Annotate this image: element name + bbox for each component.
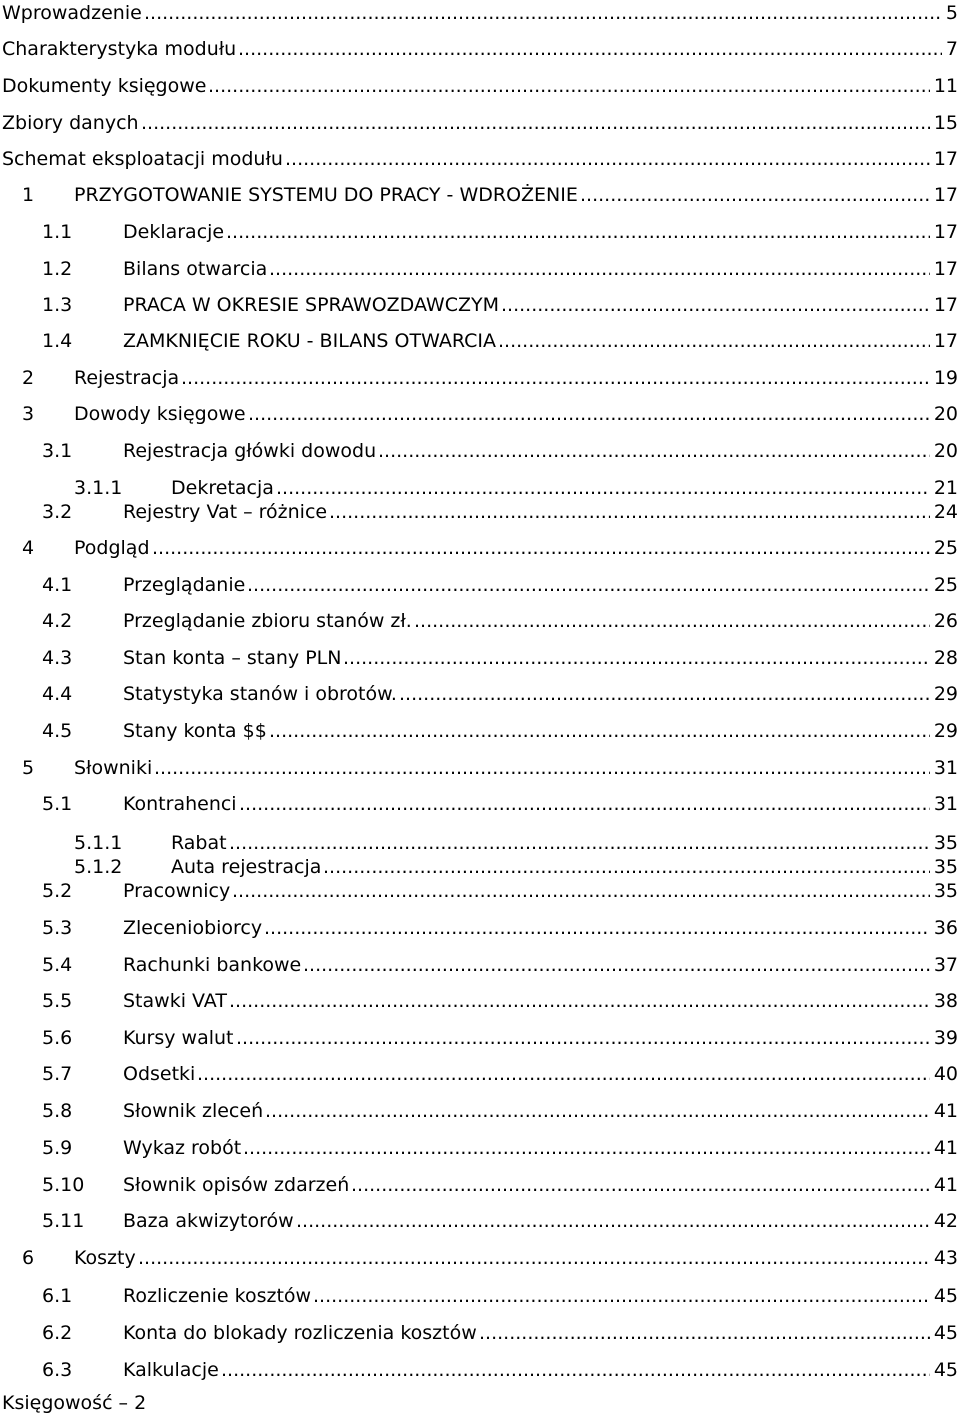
toc-entry-page: 17 (933, 221, 958, 243)
toc-leader-dots (323, 854, 930, 880)
toc-entry-number: 5.1.1 (74, 832, 123, 854)
toc-leader-dots (498, 328, 930, 354)
toc-entry-page: 19 (933, 367, 958, 389)
toc-entry[interactable] (0, 499, 958, 525)
toc-entry-number: 6.3 (42, 1359, 73, 1381)
toc-entry[interactable] (0, 608, 958, 634)
toc-entry-number: 1 (22, 184, 35, 206)
toc-entry-number: 1.3 (42, 294, 73, 316)
toc-entry-title: Dokumenty księgowe (2, 75, 207, 97)
toc-entry-title: Rejestracja (74, 367, 180, 389)
toc-entry-page: 29 (933, 683, 958, 705)
toc-entry-title: Stawki VAT (123, 990, 227, 1012)
toc-leader-dots (351, 1172, 930, 1198)
toc-entry-number: 6.1 (42, 1285, 73, 1307)
toc-entry-page: 17 (933, 258, 958, 280)
toc-entry-title: Zleceniobiorcy (123, 917, 263, 939)
toc-entry[interactable] (0, 718, 958, 744)
toc-entry-number: 6 (22, 1247, 35, 1269)
toc-leader-dots (269, 256, 930, 282)
toc-entry-number: 1.2 (42, 258, 73, 280)
toc-entry-number: 1.1 (42, 221, 73, 243)
toc-entry-page: 15 (933, 112, 958, 134)
toc-entry-title: Rejestry Vat – różnice (123, 501, 328, 523)
toc-entry-title: Rozliczenie kosztów (123, 1285, 312, 1307)
toc-entry-page: 31 (933, 757, 958, 779)
toc-entry-page: 20 (933, 440, 958, 462)
toc-entry-page: 42 (933, 1210, 958, 1232)
toc-entry-page: 20 (933, 403, 958, 425)
toc-entry-page: 17 (933, 148, 958, 170)
toc-entry-number: 4.1 (42, 574, 73, 596)
toc-entry[interactable] (0, 988, 958, 1014)
toc-entry[interactable] (0, 146, 958, 172)
toc-entry-page: 11 (933, 75, 958, 97)
toc-entry-title: ZAMKNIĘCIE ROKU - BILANS OTWARCIA (123, 330, 496, 352)
toc-entry-page: 41 (933, 1100, 958, 1122)
toc-entry[interactable] (0, 0, 958, 26)
toc-entry[interactable] (0, 681, 958, 707)
toc-leader-dots (329, 499, 930, 525)
toc-entry[interactable] (0, 1208, 958, 1234)
toc-entry[interactable] (0, 1172, 958, 1198)
toc-entry[interactable] (0, 1098, 958, 1124)
toc-entry-title: PRACA W OKRESIE SPRAWOZDAWCZYM (123, 294, 500, 316)
toc-entry-title: Podgląd (74, 537, 150, 559)
toc-entry-title: Kalkulacje (123, 1359, 219, 1381)
toc-entry-number: 2 (22, 367, 35, 389)
toc-entry-title: Wykaz robót (123, 1137, 242, 1159)
toc-leader-dots (378, 438, 930, 464)
toc-entry-page: 26 (933, 610, 958, 632)
toc-entry-title: Rejestracja główki dowodu (123, 440, 377, 462)
toc-entry-title: Zbiory danych (2, 112, 139, 134)
toc-entry[interactable] (0, 365, 958, 391)
toc-entry-title: Pracownicy (123, 880, 231, 902)
toc-entry-title: Deklaracje (123, 221, 225, 243)
toc-leader-dots (414, 608, 930, 634)
toc-entry-title: Baza akwizytorów (123, 1210, 294, 1232)
toc-entry[interactable] (0, 1025, 958, 1051)
toc-entry-number: 5.2 (42, 880, 73, 902)
toc-leader-dots (238, 36, 942, 62)
toc-entry-page: 45 (933, 1285, 958, 1307)
toc-leader-dots (265, 1098, 930, 1124)
toc-entry-page: 36 (933, 917, 958, 939)
toc-entry-title: Rachunki bankowe (123, 954, 302, 976)
toc-entry-title: Konta do blokady rozliczenia kosztów (123, 1322, 477, 1344)
toc-entry-number: 3 (22, 403, 35, 425)
toc-entry-title: Słownik zleceń (123, 1100, 264, 1122)
toc-entry-title: Schemat eksploatacji modułu (2, 148, 283, 170)
toc-leader-dots (138, 1245, 930, 1271)
toc-entry-number: 4.5 (42, 720, 73, 742)
toc-entry[interactable] (0, 1357, 958, 1383)
toc-leader-dots (154, 755, 930, 781)
toc-entry-title: Statystyka stanów i obrotów. (123, 683, 397, 705)
toc-leader-dots (236, 1025, 930, 1051)
toc-entry-page: 7 (945, 38, 958, 60)
toc-entry-page: 21 (933, 477, 958, 499)
toc-leader-dots (221, 1357, 930, 1383)
toc-entry[interactable] (0, 1320, 958, 1346)
toc-entry[interactable] (0, 292, 958, 318)
toc-entry[interactable] (0, 755, 958, 781)
toc-entry-number: 4.4 (42, 683, 73, 705)
toc-entry-page: 41 (933, 1137, 958, 1159)
toc-leader-dots (229, 988, 930, 1014)
toc-entry-number: 3.1 (42, 440, 73, 462)
toc-entry-title: Słownik opisów zdarzeń (123, 1174, 350, 1196)
toc-leader-dots (144, 0, 942, 26)
toc-entry-number: 5 (22, 757, 35, 779)
toc-entry-number: 5.10 (42, 1174, 85, 1196)
toc-entry[interactable] (0, 328, 958, 354)
toc-entry-page: 5 (945, 2, 958, 24)
toc-entry-number: 5.7 (42, 1063, 73, 1085)
toc-entry-number: 3.1.1 (74, 477, 123, 499)
toc-entry[interactable] (0, 36, 958, 62)
toc-entry-number: 5.1.2 (74, 856, 123, 878)
toc-entry-page: 25 (933, 537, 958, 559)
toc-entry-title: Przeglądanie (123, 574, 246, 596)
toc-entry[interactable] (0, 256, 958, 282)
toc-entry[interactable] (0, 110, 958, 136)
toc-leader-dots (229, 830, 930, 856)
toc-entry-title: Kontrahenci (123, 793, 237, 815)
toc-entry-title: Dekretacja (171, 477, 274, 499)
toc-entry-page: 24 (933, 501, 958, 523)
toc-entry-page: 40 (933, 1063, 958, 1085)
toc-leader-dots (399, 681, 930, 707)
toc-entry[interactable] (0, 1135, 958, 1161)
toc-leader-dots (248, 401, 930, 427)
toc-entry-number: 5.8 (42, 1100, 73, 1122)
toc-leader-dots (152, 535, 930, 561)
toc-entry[interactable] (0, 1245, 958, 1271)
toc-leader-dots (247, 572, 930, 598)
toc-entry-title: Stan konta – stany PLN (123, 647, 342, 669)
toc-entry-title: Wprowadzenie (2, 2, 142, 24)
toc-entry-number: 5.5 (42, 990, 73, 1012)
toc-entry-number: 5.4 (42, 954, 73, 976)
toc-entry[interactable] (0, 219, 958, 245)
toc-entry-number: 4.2 (42, 610, 73, 632)
toc-entry[interactable] (0, 535, 958, 561)
toc-entry[interactable] (0, 1283, 958, 1309)
toc-leader-dots (264, 915, 930, 941)
toc-entry-title: Odsetki (123, 1063, 196, 1085)
toc-entry-title: Rabat (171, 832, 227, 854)
page-footer: Księgowość – 2 (2, 1392, 147, 1414)
toc-entry-title: Stany konta $$ (123, 720, 267, 742)
toc-entry-page: 25 (933, 574, 958, 596)
toc-leader-dots (580, 182, 930, 208)
toc-entry[interactable] (0, 1061, 958, 1087)
toc-entry-page: 43 (933, 1247, 958, 1269)
toc-entry-title: Charakterystyka modułu (2, 38, 237, 60)
toc-entry-number: 5.1 (42, 793, 73, 815)
toc-entry-number: 4 (22, 537, 35, 559)
toc-entry-page: 17 (933, 330, 958, 352)
toc-entry-page: 35 (933, 856, 958, 878)
toc-entry-page: 38 (933, 990, 958, 1012)
toc-entry-page: 41 (933, 1174, 958, 1196)
toc-entry-number: 5.9 (42, 1137, 73, 1159)
toc-leader-dots (343, 645, 930, 671)
toc-entry-title: Auta rejestracja (171, 856, 322, 878)
toc-entry-number: 3.2 (42, 501, 73, 523)
toc-entry[interactable] (0, 572, 958, 598)
toc-entry-number: 4.3 (42, 647, 73, 669)
toc-entry[interactable] (0, 73, 958, 99)
toc-leader-dots (313, 1283, 930, 1309)
toc-entry[interactable] (0, 878, 958, 904)
toc-entry[interactable] (0, 438, 958, 464)
toc-entry[interactable] (0, 182, 958, 208)
toc-entry[interactable] (0, 475, 958, 501)
toc-entry-page: 37 (933, 954, 958, 976)
toc-entry-page: 45 (933, 1322, 958, 1344)
toc-leader-dots (285, 146, 930, 172)
toc-entry[interactable] (0, 645, 958, 671)
toc-leader-dots (303, 952, 930, 978)
toc-entry-title: Dowody księgowe (74, 403, 246, 425)
toc-leader-dots (276, 475, 930, 501)
toc-leader-dots (232, 878, 930, 904)
toc-leader-dots (141, 110, 930, 136)
toc-leader-dots (243, 1135, 930, 1161)
toc-entry-page: 35 (933, 880, 958, 902)
toc-entry-title: Bilans otwarcia (123, 258, 268, 280)
toc-leader-dots (208, 73, 930, 99)
toc-entry[interactable] (0, 401, 958, 427)
toc-entry-title: Słowniki (74, 757, 153, 779)
toc-entry-title: Przeglądanie zbioru stanów zł. (123, 610, 412, 632)
toc-leader-dots (181, 365, 930, 391)
toc-entry-page: 17 (933, 184, 958, 206)
toc-entry-number: 5.11 (42, 1210, 85, 1232)
toc-entry-number: 5.6 (42, 1027, 73, 1049)
toc-entry[interactable] (0, 952, 958, 978)
toc-leader-dots (226, 219, 930, 245)
toc-entry[interactable] (0, 830, 958, 856)
toc-entry-page: 28 (933, 647, 958, 669)
toc-entry-page: 31 (933, 793, 958, 815)
toc-leader-dots (197, 1061, 930, 1087)
toc-entry[interactable] (0, 854, 958, 880)
toc-entry-page: 39 (933, 1027, 958, 1049)
toc-entry[interactable] (0, 791, 958, 817)
toc-leader-dots (501, 292, 930, 318)
toc-entry[interactable] (0, 915, 958, 941)
toc-entry-number: 6.2 (42, 1322, 73, 1344)
toc-entry-page: 45 (933, 1359, 958, 1381)
toc-leader-dots (269, 718, 930, 744)
toc-entry-number: 1.4 (42, 330, 73, 352)
toc-leader-dots (296, 1208, 930, 1234)
toc-leader-dots (479, 1320, 930, 1346)
toc-entry-page: 17 (933, 294, 958, 316)
toc-leader-dots (239, 791, 930, 817)
toc-entry-title: Kursy walut (123, 1027, 234, 1049)
toc-entry-title: Koszty (74, 1247, 136, 1269)
toc-entry-title: PRZYGOTOWANIE SYSTEMU DO PRACY - WDROŻENIE (74, 184, 578, 206)
toc-entry-page: 35 (933, 832, 958, 854)
toc-entry-number: 5.3 (42, 917, 73, 939)
toc-entry-page: 29 (933, 720, 958, 742)
